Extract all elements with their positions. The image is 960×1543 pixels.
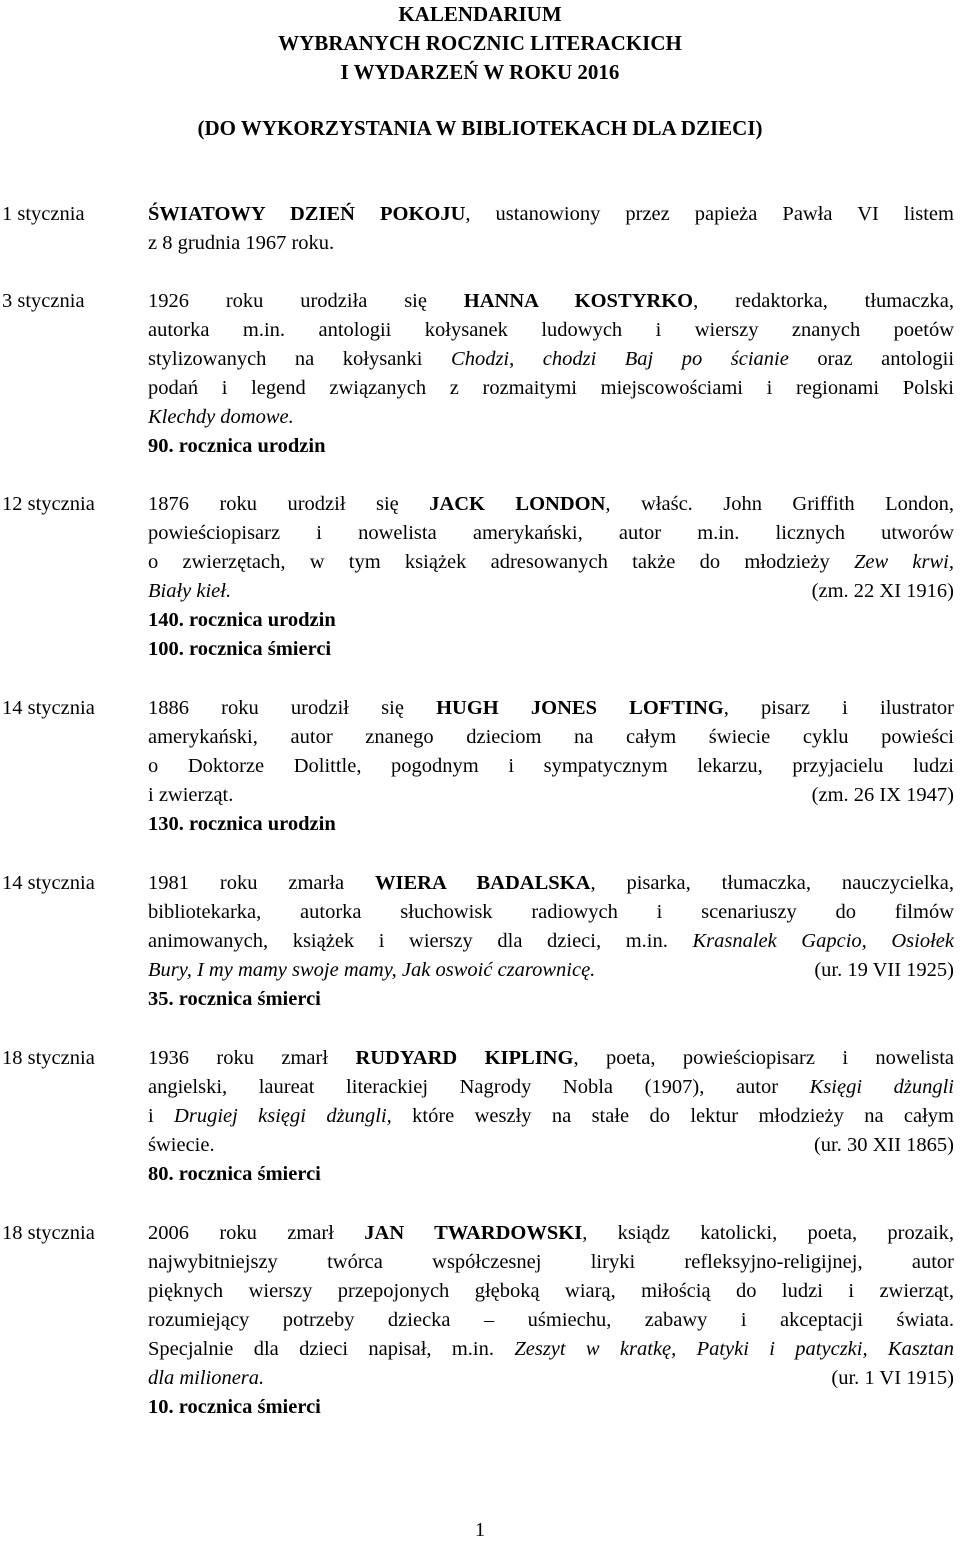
book-title: Zeszyt w kratkę, Patyki i patyczki, Kasztan: [514, 1338, 954, 1360]
entry-text: animowanych, książek i wierszy dla dzieci, m.in.: [148, 930, 693, 952]
entry-text: 1886 roku urodził się: [148, 697, 437, 719]
entry-text: stylizowanych na kołysanki: [148, 348, 452, 370]
person-name: WIERA BADALSKA: [375, 872, 591, 894]
entry-text: 2006 roku zmarł: [148, 1222, 365, 1244]
entry-line: [148, 345, 954, 374]
book-title: Bury, I my mamy swoje mamy, Jak oswoić czarownicę.: [148, 959, 596, 981]
book-title: dla milionera.: [148, 1367, 265, 1389]
entry-line: powieściopisarz i nowelista amerykański, autor m.in. licznych utworów: [148, 522, 954, 544]
anniversary-label: 10. rocznica śmierci: [148, 1396, 321, 1418]
book-title: Chodzi, chodzi Baj po ścianie: [451, 348, 789, 370]
entry-line: [148, 287, 954, 316]
entry-text: i zwierząt.: [148, 784, 234, 806]
entry-body: [148, 287, 954, 461]
entry-line: [148, 1335, 954, 1364]
book-title: Księgi dżungli: [809, 1076, 954, 1098]
entry-text: , właśc. John Griffith London,: [605, 493, 954, 515]
person-name: JACK LONDON: [429, 493, 606, 515]
person-name: JAN TWARDOWSKI: [364, 1222, 583, 1244]
life-date: (ur. 1 VI 1915): [831, 1367, 954, 1389]
entry-text: 1981 roku zmarła: [148, 872, 375, 894]
title-line-2: WYBRANYCH ROCZNIC LITERACKICH: [278, 31, 682, 55]
entry-date: 3 stycznia: [2, 290, 85, 312]
anniversary-label: 140. rocznica urodzin: [148, 609, 336, 631]
entry-text: , pisarz i ilustrator: [723, 697, 955, 719]
entry-body: [148, 694, 954, 839]
book-title: Klechdy domowe.: [148, 406, 294, 428]
entry-line: pięknych wierszy przepojonych głęboką wiarą, miłością do ludzi i zwierząt,: [148, 1280, 954, 1302]
entry-text: , poeta, powieściopisarz i nowelista: [573, 1047, 954, 1069]
entry-line: amerykański, autor znanego dzieciom na całym świecie cyklu powieści: [148, 726, 954, 748]
entry-line: o Doktorze Dolittle, pogodnym i sympatycznym lekarzu, przyjacielu ludzi: [148, 755, 954, 777]
entry-text: Specjalnie dla dzieci napisał, m.in.: [148, 1338, 515, 1360]
book-title: Krasnalek Gapcio, Osiołek: [692, 930, 954, 952]
entry-line: bibliotekarka, autorka słuchowisk radiowych i scenariuszy do filmów: [148, 901, 954, 923]
entry-line: [148, 927, 954, 956]
entry-line: rozumiejący potrzeby dziecka – uśmiechu, zabawy i akceptacji świata.: [148, 1309, 954, 1331]
event-name: ŚWIATOWY DZIEŃ POKOJU: [148, 203, 466, 225]
entry-line: [148, 1102, 954, 1131]
entry-line: [148, 1044, 954, 1073]
entry-text: o zwierzętach, w tym książek adresowanych także do młodzieży: [148, 551, 854, 573]
entry-text: , redaktorka, tłumaczka,: [693, 290, 955, 312]
entry-text: 1926 roku urodziła się: [148, 290, 464, 312]
document-title: [0, 0, 960, 87]
entry-line: autorka m.in. antologii kołysanek ludowych i wierszy znanych poetów: [148, 319, 954, 341]
anniversary-label: 35. rocznica śmierci: [148, 988, 321, 1010]
entry-line: [148, 1364, 954, 1393]
document-subtitle: (DO WYKORZYSTANIA W BIBLIOTEKACH DLA DZIECI): [197, 116, 763, 140]
life-date: (zm. 26 IX 1947): [811, 784, 954, 806]
person-name: RUDYARD KIPLING: [355, 1047, 574, 1069]
entry-line: podań i legend związanych z rozmaitymi miejscowościami i regionami Polski: [148, 377, 954, 399]
entry-date: 12 stycznia: [2, 493, 95, 515]
entry-text: angielski, laureat literackiej Nagrody Nobla (1907), autor: [148, 1076, 810, 1098]
entry-date: 14 stycznia: [2, 872, 95, 894]
life-date: (zm. 22 XI 1916): [811, 580, 954, 602]
entry-body: [148, 490, 954, 664]
entry-line: [148, 1073, 954, 1102]
book-title: Zew krwi,: [854, 551, 954, 573]
life-date: (ur. 30 XII 1865): [813, 1134, 954, 1156]
entry-line: najwybitniejszy twórca współczesnej liryki refleksyjno-religijnej, autor: [148, 1251, 954, 1273]
entry-text: 1936 roku zmarł: [148, 1047, 356, 1069]
entry-line: [148, 490, 954, 519]
entry-text: 1876 roku urodził się: [148, 493, 430, 515]
entry-text: , pisarka, tłumaczka, nauczycielka,: [590, 872, 955, 894]
entry-date: 18 stycznia: [2, 1047, 95, 1069]
title-line-1: KALENDARIUM: [398, 2, 562, 26]
book-title: Biały kieł.: [148, 580, 232, 602]
entry-body: [148, 1044, 954, 1189]
entry-line: z 8 grudnia 1967 roku.: [148, 232, 335, 254]
entry-line: [148, 694, 954, 723]
entry-text: świecie.: [148, 1134, 215, 1156]
entry-line: [148, 956, 954, 985]
entry-line: [148, 781, 954, 810]
entry-date: 18 stycznia: [2, 1222, 95, 1244]
entry-line: [148, 1219, 954, 1248]
anniversary-label: 100. rocznica śmierci: [148, 638, 332, 660]
anniversary-label: 90. rocznica urodzin: [148, 435, 326, 457]
entry-text: , ustanowiony przez papieża Pawła VI listem: [465, 203, 954, 225]
entry-date: 14 stycznia: [2, 697, 95, 719]
anniversary-label: 80. rocznica śmierci: [148, 1163, 321, 1185]
entry-text: , ksiądz katolicki, poeta, prozaik,: [582, 1222, 955, 1244]
entry-line: [148, 577, 954, 606]
entry-date: 1 stycznia: [2, 203, 85, 225]
title-line-3: I WYDARZEŃ W ROKU 2016: [340, 60, 620, 84]
entry-body: [148, 869, 954, 1014]
entry-body: [148, 1219, 954, 1422]
entry-line: [148, 869, 954, 898]
entry-body: [148, 200, 954, 258]
page-number: 1: [474, 1519, 486, 1541]
entry-text: które weszły na stałe do lektur młodzieży na całym: [391, 1105, 954, 1127]
entry-text: oraz antologii: [788, 348, 955, 370]
entry-line: [148, 548, 954, 577]
life-date: (ur. 19 VII 1925): [814, 959, 954, 981]
book-title: Drugiej księgi dżungli,: [174, 1105, 392, 1127]
entry-text: i: [148, 1105, 175, 1127]
anniversary-label: 130. rocznica urodzin: [148, 813, 336, 835]
person-name: HANNA KOSTYRKO: [463, 290, 694, 312]
person-name: HUGH JONES LOFTING: [436, 697, 724, 719]
entry-line: [148, 1131, 954, 1160]
entry-line: [148, 200, 954, 229]
